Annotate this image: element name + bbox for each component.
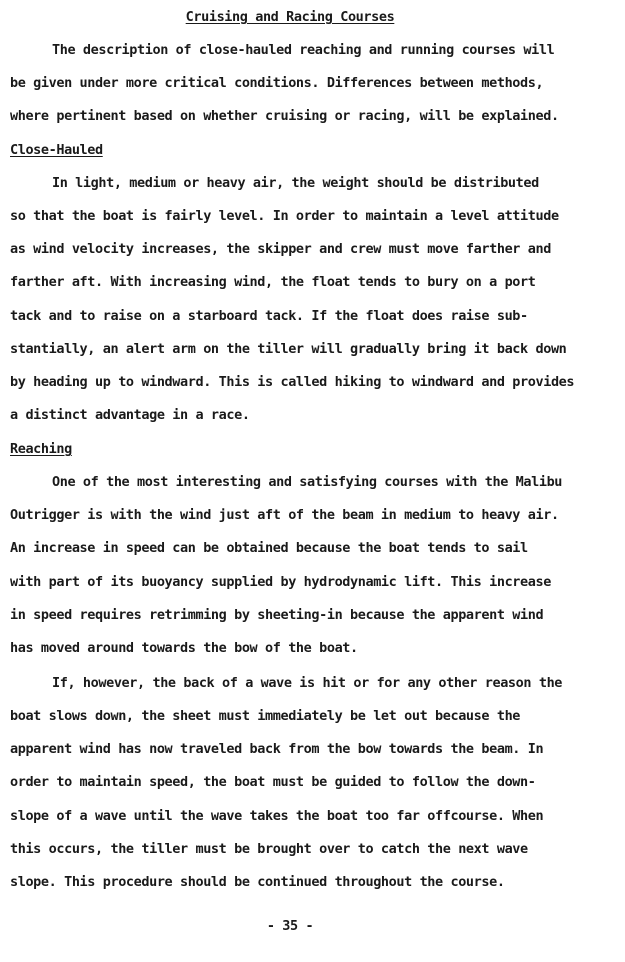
reaching-p1-line-2: Outrigger is with the wind just aft of the beam in medium to heavy air. (10, 507, 559, 523)
section-heading-close-hauled: Close-Hauled (10, 142, 103, 158)
close-hauled-line-3: as wind velocity increases, the skipper and crew must move farther and (10, 241, 551, 257)
reaching-p1-line-3: An increase in speed can be obtained because the boat tends to sail (10, 540, 528, 556)
close-hauled-line-4: farther aft. With increasing wind, the float tends to bury on a port (10, 274, 536, 290)
intro-line-2: be given under more critical conditions. Differences between methods, (10, 75, 544, 91)
close-hauled-line-5: tack and to raise on a starboard tack. If the float does raise sub- (10, 308, 528, 324)
reaching-p2-line-2: boat slows down, the sheet must immediately be let out because the (10, 708, 521, 724)
reaching-p1-line-6: has moved around towards the bow of the boat. (10, 640, 358, 656)
intro-line-1: The description of close-hauled reaching and running courses will (52, 42, 555, 58)
intro-line-3: where pertinent based on whether cruising or racing, will be explained. (10, 108, 559, 124)
reaching-p1-line-1: One of the most interesting and satisfying courses with the Malibu (52, 474, 563, 490)
page-number: - 35 - (266, 918, 314, 934)
reaching-p1-line-4: with part of its buoyancy supplied by hydrodynamic lift. This increase (10, 574, 551, 590)
reaching-p1-line-5: in speed requires retrimming by sheeting-in because the apparent wind (10, 607, 544, 623)
page-title: Cruising and Racing Courses (185, 9, 395, 25)
close-hauled-line-8: a distinct advantage in a race. (10, 407, 250, 423)
reaching-p2-line-3: apparent wind has now traveled back from the bow towards the beam. In (10, 741, 544, 757)
reaching-p2-line-5: slope of a wave until the wave takes the boat too far offcourse. When (10, 808, 544, 824)
close-hauled-line-2: so that the boat is fairly level. In order to maintain a level attitude (10, 208, 559, 224)
close-hauled-line-1: In light, medium or heavy air, the weight should be distributed (52, 175, 539, 191)
reaching-p2-line-7: slope. This procedure should be continued throughout the course. (10, 874, 505, 890)
close-hauled-line-6: stantially, an alert arm on the tiller will gradually bring it back down (10, 341, 567, 357)
reaching-p2-line-1: If, however, the back of a wave is hit or for any other reason the (52, 675, 563, 691)
section-heading-reaching: Reaching (10, 441, 72, 457)
reaching-p2-line-4: order to maintain speed, the boat must be guided to follow the down- (10, 774, 536, 790)
close-hauled-line-7: by heading up to windward. This is called hiking to windward and provides (10, 374, 575, 390)
reaching-p2-line-6: this occurs, the tiller must be brought over to catch the next wave (10, 841, 528, 857)
